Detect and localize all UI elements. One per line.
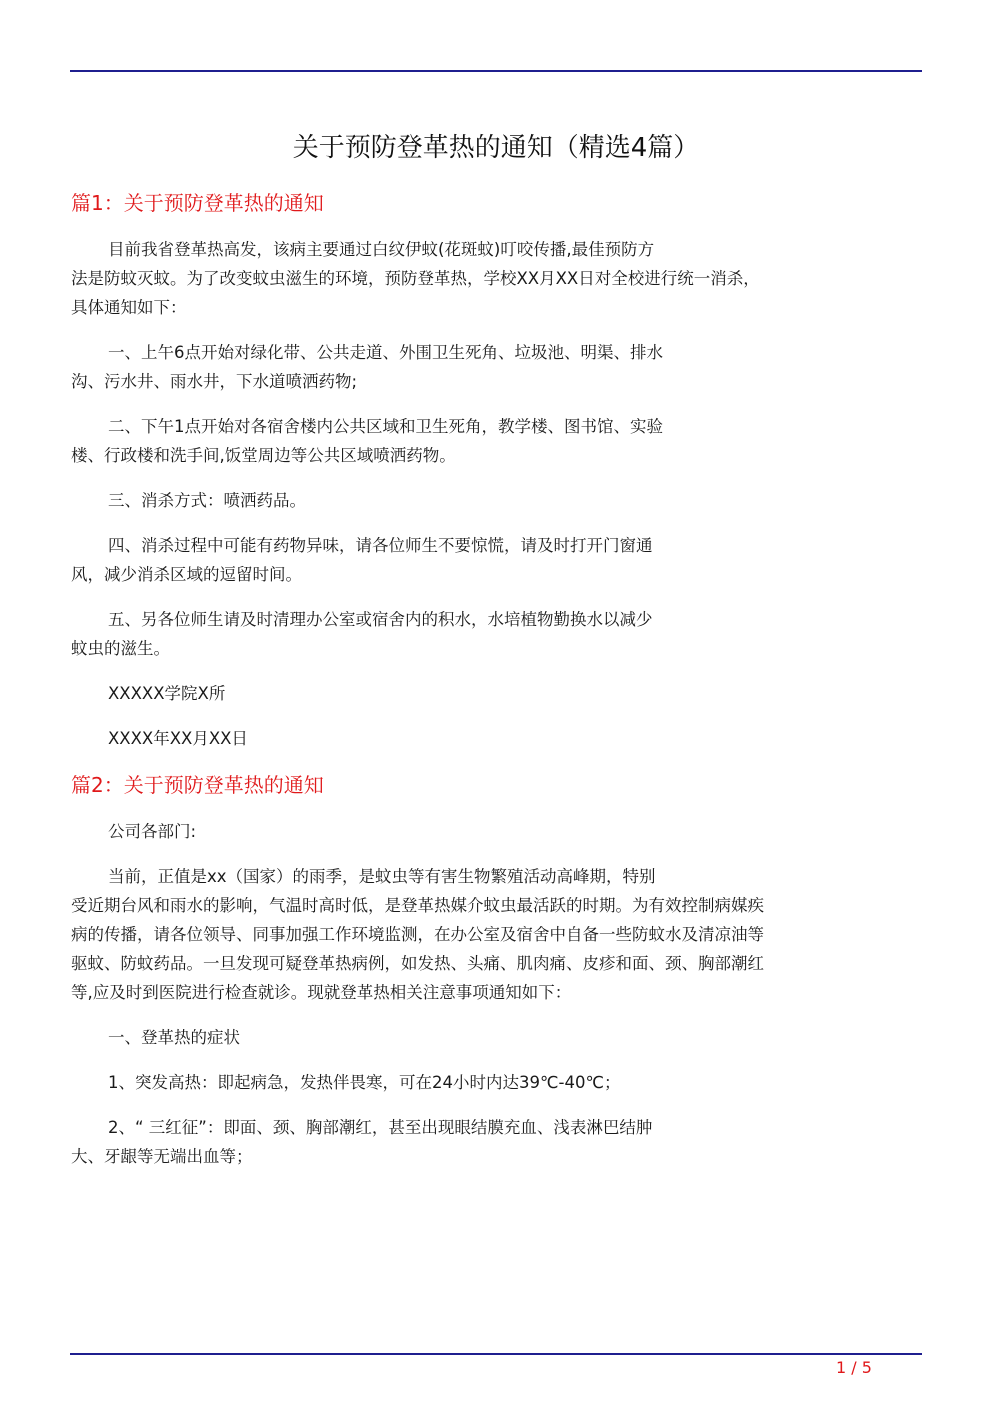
paragraph-line: 当前，正值是xx（国家）的雨季，是蚊虫等有害生物繁殖活动高峰期，特别 (108, 867, 656, 886)
section-1-body (71, 235, 913, 753)
paragraph-line: 病的传播，请各位领导、同事加强工作环境监测，在办公室及宿舍中自备一些防蚊水及清凉油等 (71, 925, 764, 944)
paragraph-line: 受近期台风和雨水的影响，气温时高时低，是登革热媒介蚊虫最活跃的时期。为有效控制病媒疾 (71, 896, 764, 915)
paragraph-line: 2、“ 三红征”：即面、颈、胸部潮红，甚至出现眼结膜充血、浅表淋巴结肿 (108, 1118, 653, 1137)
document-title: 关于预防登革热的通知（精选4篇） (292, 133, 700, 163)
paragraph (71, 338, 913, 396)
paragraph (71, 486, 913, 515)
footer-rule (70, 1353, 922, 1355)
paragraph (71, 724, 913, 753)
paragraph-line: 驱蚊、防蚊药品。一旦发现可疑登革热病例，如发热、头痛、肌肉痛、皮疹和面、颈、胸部潮红 (71, 954, 764, 973)
paragraph (71, 1068, 913, 1097)
paragraph-line: 三、消杀方式：喷洒药品。 (108, 491, 306, 510)
paragraph-line: 等,应及时到医院进行检查就诊。现就登革热相关注意事项通知如下： (71, 983, 572, 1002)
section-1-heading: 篇1：关于预防登革热的通知 (71, 191, 324, 215)
paragraph-line: 公司各部门: (108, 822, 197, 841)
paragraph (71, 412, 913, 470)
paragraph (71, 605, 913, 663)
paragraph-line: 四、消杀过程中可能有药物异味，请各位师生不要惊慌，请及时打开门窗通 (108, 536, 653, 555)
paragraph-line: 沟、污水井、雨水井，下水道喷洒药物; (71, 372, 358, 391)
paragraph-line: 大、牙龈等无端出血等； (71, 1147, 253, 1166)
paragraph-line: 风，减少消杀区域的逗留时间。 (71, 565, 302, 584)
paragraph-line: XXXXX学院X所 (108, 684, 226, 703)
page-number: 1 / 5 (836, 1358, 872, 1377)
paragraph (71, 862, 913, 1007)
paragraph-line: 目前我省登革热高发，该病主要通过白纹伊蚊(花斑蚊)叮咬传播,最佳预防方 (108, 240, 655, 259)
paragraph-line: 五、另各位师生请及时清理办公室或宿舍内的积水，水培植物勤换水以减少 (108, 610, 653, 629)
paragraph-line: 1、突发高热：即起病急，发热伴畏寒，可在24小时内达39℃-40℃； (108, 1073, 621, 1092)
section-2-heading: 篇2：关于预防登革热的通知 (71, 773, 324, 797)
paragraph (71, 235, 913, 322)
document-body (71, 187, 913, 1187)
paragraph-line: 蚊虫的滋生。 (71, 639, 170, 658)
section-2-body (71, 817, 913, 1171)
paragraph (71, 531, 913, 589)
paragraph-line: 一、上午6点开始对绿化带、公共走道、外围卫生死角、垃圾池、明渠、排水 (108, 343, 663, 362)
paragraph-line: 楼、行政楼和洗手间,饭堂周边等公共区域喷洒药物。 (71, 446, 456, 465)
paragraph (71, 1113, 913, 1171)
paragraph-line: 具体通知如下： (71, 298, 187, 317)
paragraph-line: 法是防蚊灭蚊。为了改变蚊虫滋生的环境，预防登革热，学校XX月XX日对全校进行统一消杀， (71, 269, 760, 288)
paragraph (71, 1023, 913, 1052)
header-rule (70, 70, 922, 72)
paragraph (71, 817, 913, 846)
paragraph-line: XXXX年XX月XX日 (108, 729, 248, 748)
paragraph-line: 二、下午1点开始对各宿舍楼内公共区域和卫生死角，教学楼、图书馆、实验 (108, 417, 663, 436)
paragraph (71, 679, 913, 708)
paragraph-line: 一、登革热的症状 (108, 1028, 240, 1047)
